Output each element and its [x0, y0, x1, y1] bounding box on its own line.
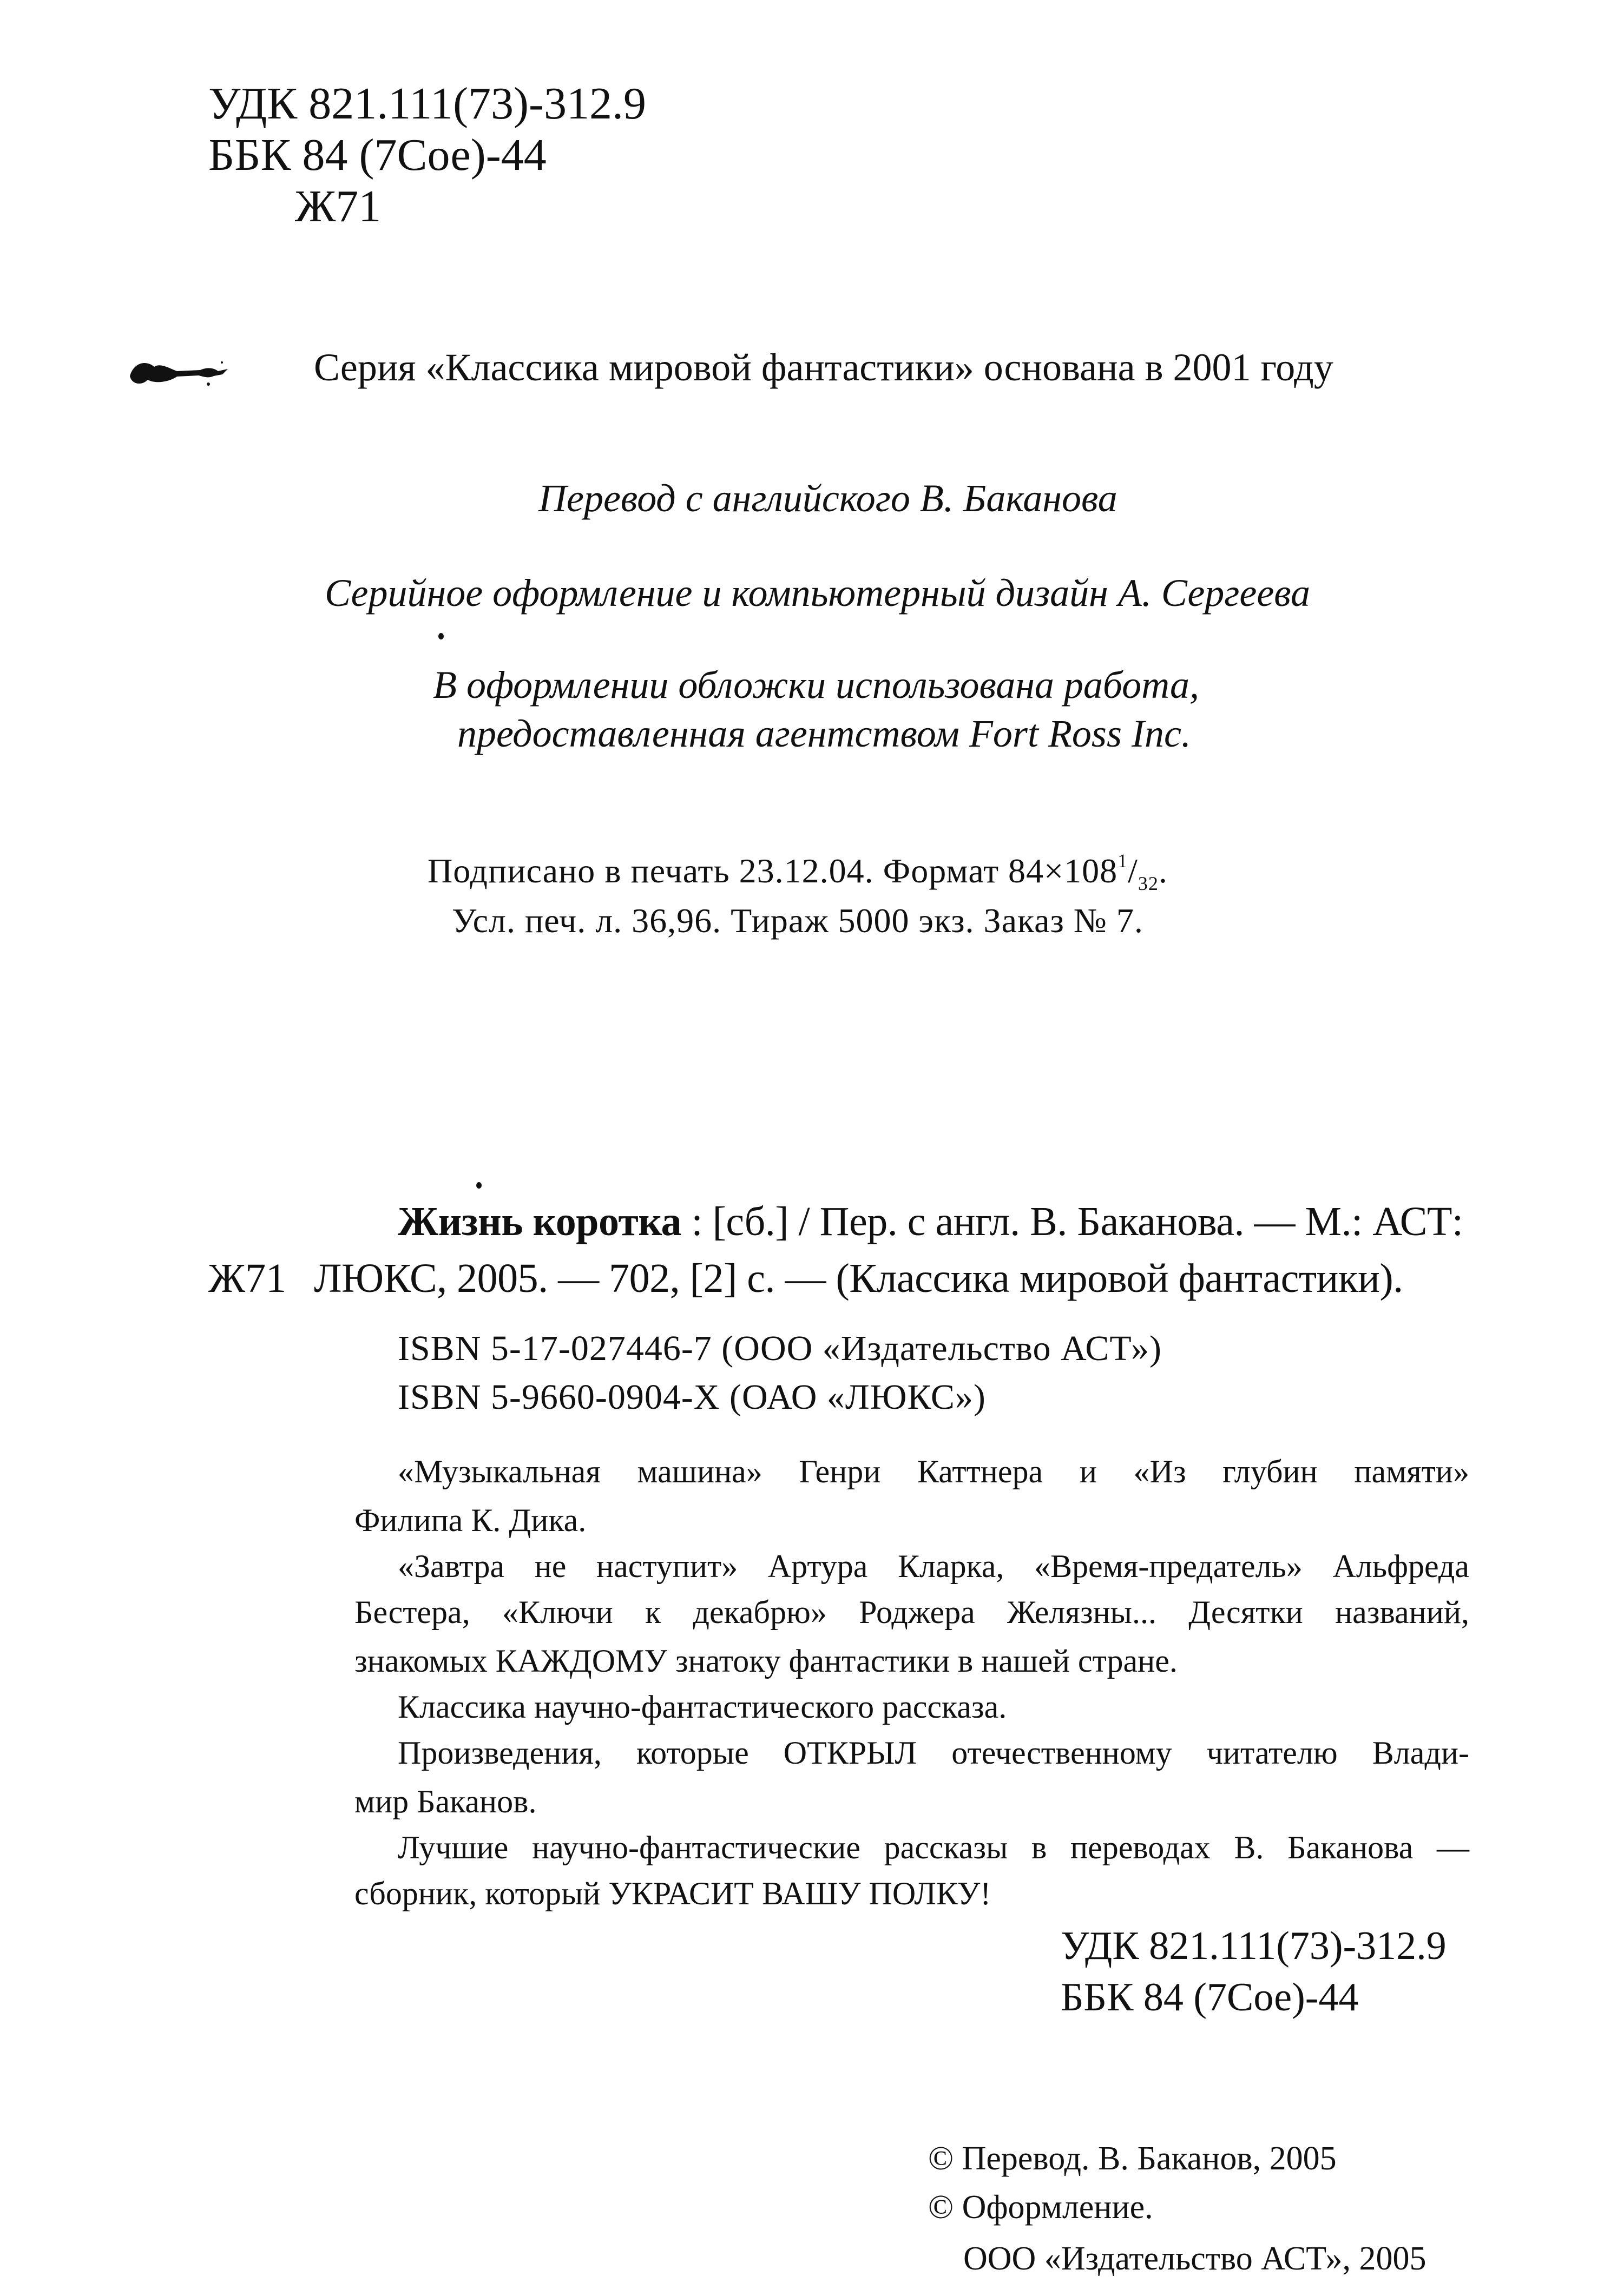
print-info-line-2: Усл. печ. л. 36,96. Тираж 5000 экз. Заказ № 7. [452, 901, 1143, 940]
cover-credit-line-1: В оформлении обложки использована работа, [433, 663, 1200, 707]
copyright-publisher: ООО «Издательство АСТ», 2005 [963, 2240, 1426, 2277]
copyright-translation: © Перевод. В. Баканов, 2005 [928, 2140, 1337, 2177]
print-info-line-1 [428, 849, 1168, 895]
ink-blot-icon [127, 346, 230, 395]
annotation-line: знакомых КАЖДОМУ знатоку фантастики в нашей стране. [354, 1643, 1178, 1679]
catalog-entry-line-1 [398, 1198, 1463, 1245]
speck-mark [476, 1182, 482, 1189]
speck-mark [438, 633, 444, 639]
udk-code-top: УДК 821.111(73)-312.9 [208, 78, 646, 129]
annotation-line: «Завтра не наступит» Артура Кларка, «Время-предатель» Альфреда [398, 1548, 1469, 1584]
catalog-entry-rest: : [сб.] / Пер. с англ. В. Баканова. — М.: АСТ: [681, 1199, 1463, 1244]
print-info-period: . [1158, 852, 1168, 890]
bbk-code-bottom: ББК 84 (7Сое)-44 [1061, 1975, 1359, 2020]
author-sign: Ж71 [208, 1256, 287, 1301]
book-title: Жизнь коротка [398, 1199, 681, 1244]
annotation-line: мир Баканов. [354, 1784, 537, 1819]
copyright-design: © Оформление. [928, 2189, 1153, 2226]
isbn-lux: ISBN 5-9660-0904-X (ОАО «ЛЮКС») [398, 1377, 986, 1417]
bbk-code-top: ББК 84 (7Сое)-44 [208, 130, 547, 180]
annotation-line: Лучшие научно-фантастические рассказы в переводах В. Баканова — [398, 1830, 1469, 1865]
format-fraction-denominator: 32 [1138, 873, 1159, 894]
catalog-entry-line-2: ЛЮКС, 2005. — 702, [2] с. — (Классика мировой фантастики). [314, 1256, 1403, 1301]
translation-credit: Перевод с английского В. Баканова [538, 477, 1117, 520]
author-sign-top: Ж71 [295, 181, 382, 232]
format-fraction-slash: / [1128, 852, 1138, 890]
annotation-line: Классика научно-фантастического рассказа. [398, 1689, 1007, 1725]
print-info-text: Подписано в печать 23.12.04. Формат 84×108 [428, 852, 1118, 890]
udk-code-bottom: УДК 821.111(73)-312.9 [1061, 1924, 1447, 1968]
annotation-line: Бестера, «Ключи к декабрю» Роджера Желязны... Десятки названий, [354, 1594, 1469, 1630]
annotation-line: Филипа К. Дика. [354, 1502, 587, 1538]
series-statement: Серия «Классика мировой фантастики» основана в 2001 году [314, 346, 1333, 389]
format-fraction-numerator: 1 [1117, 850, 1128, 872]
annotation-line: «Музыкальная машина» Генри Каттнера и «Из глубин памяти» [398, 1454, 1469, 1489]
design-credit: Серийное оформление и компьютерный дизайн А. Сергеева [325, 571, 1311, 615]
isbn-ast: ISBN 5-17-027446-7 (ООО «Издательство АСТ») [398, 1329, 1162, 1368]
annotation-line: сборник, который УКРАСИТ ВАШУ ПОЛКУ! [354, 1876, 991, 1911]
annotation-line: Произведения, которые ОТКРЫЛ отечественному читателю Влади- [398, 1735, 1469, 1771]
cover-credit-line-2: предоставленная агентством Fort Ross Inc. [457, 712, 1191, 755]
